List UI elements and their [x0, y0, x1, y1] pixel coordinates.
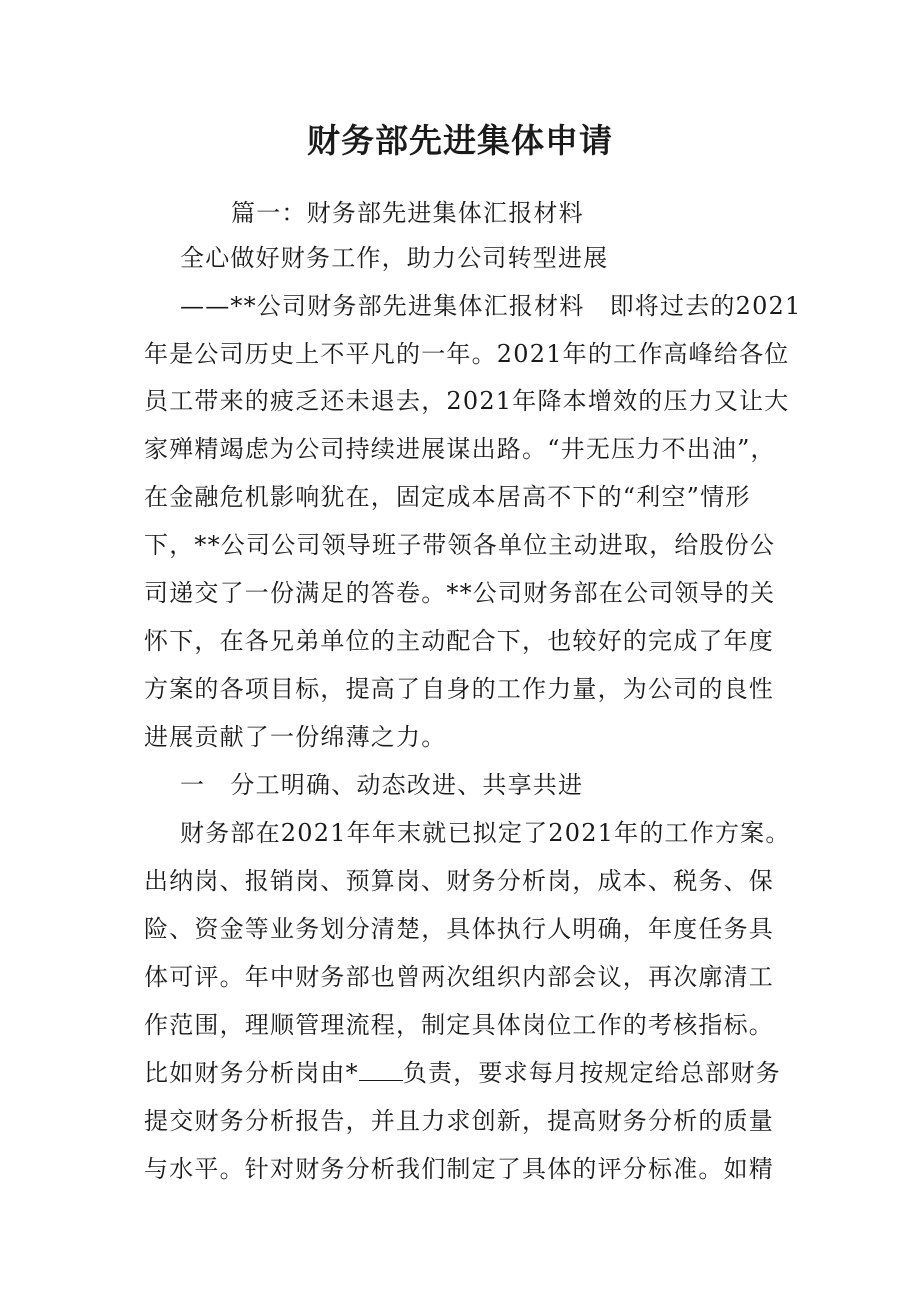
document-title: 财务部先进集体申请 — [307, 121, 613, 160]
body-line: 财务部在2021年年末就已拟定了2021年的工作方案。 — [180, 819, 791, 847]
body-line: 提交财务分析报告，并且力求创新，提高财务分析的质量 — [144, 1107, 774, 1135]
body-line: 年是公司历史上不平凡的一年。2021年的工作高峰给各位 — [144, 340, 790, 368]
body-line: 方案的各项目标，提高了自身的工作力量，为公司的良性 — [144, 675, 774, 703]
body-line: 怀下，在各兄弟单位的主动配合下，也较好的完成了年度 — [144, 627, 774, 655]
section-heading: 一 分工明确、动态改进、共享共进 — [180, 771, 584, 799]
line-text-after-blank: 负责，要求每月按规定给总部财务 — [402, 1059, 781, 1087]
body-line: 作范围，理顺管理流程，制定具体岗位工作的考核指标。 — [144, 1011, 774, 1039]
body-line: 司递交了一份满足的答卷。**公司财务部在公司领导的关 — [144, 579, 776, 607]
heading-line: 全心做好财务工作，助力公司转型进展 — [180, 244, 609, 272]
body-line: 出纳岗、报销岗、预算岗、财务分析岗，成本、税务、保 — [144, 867, 774, 895]
body-line: 下，**公司公司领导班子带领各单位主动进取，给股份公 — [144, 531, 776, 559]
line-text-before-blank: 比如财务分析岗由* — [144, 1059, 359, 1087]
body-line: 员工带来的疲乏还未退去，2021年降本增效的压力又让大 — [144, 387, 790, 415]
body-line: 进展贡献了一份绵薄之力。 — [144, 723, 447, 751]
body-line: ——**公司财务部先进集体汇报材料 即将过去的2021 — [180, 292, 802, 320]
body-line-with-blank — [144, 1057, 784, 1089]
body-line: 家殚精竭虑为公司持续进展谋出路。“井无压力不出油”， — [144, 435, 776, 463]
subtitle-line: 篇一：财务部先进集体汇报材料 — [231, 199, 584, 227]
body-line: 在金融危机影响犹在，固定成本居高不下的“利空”情形 — [144, 483, 751, 511]
fill-in-blank — [359, 1058, 403, 1081]
body-line: 险、资金等业务划分清楚，具体执行人明确，年度任务具 — [144, 915, 774, 943]
body-line: 体可评。年中财务部也曾两次组织内部会议，再次廓清工 — [144, 963, 774, 991]
body-line: 与水平。针对财务分析我们制定了具体的评分标准。如精 — [144, 1155, 774, 1183]
